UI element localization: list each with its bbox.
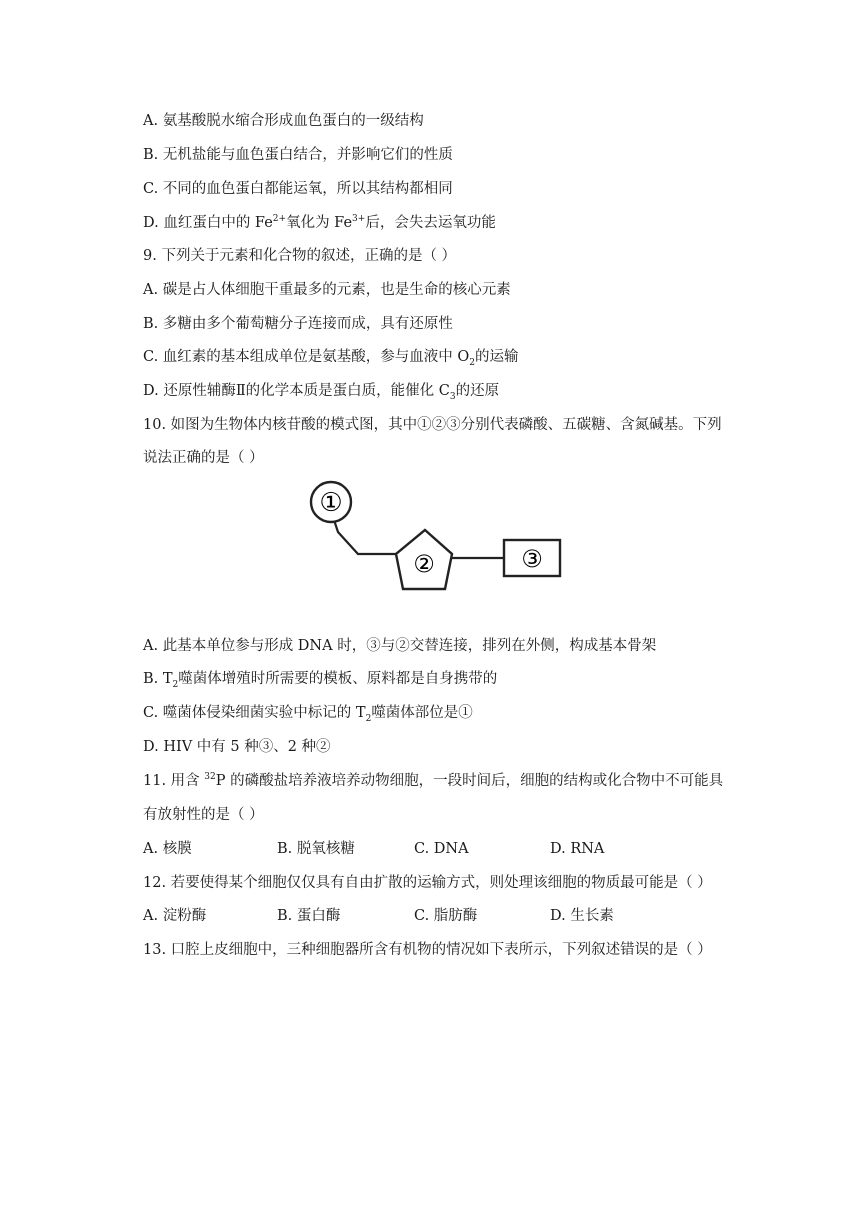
q12-option-d: D. 生长素 [550,908,614,924]
q10-option-c [143,703,473,723]
q11-option-a: A. 核膜 [143,841,192,857]
q8-option-d-text-mid: 氧化为 Fe [286,215,353,231]
q10-option-c-sub: 2 [365,713,372,724]
q8-option-d-text: D. 血红蛋白中的 Fe [143,215,273,231]
q13-stem: 13. 口腔上皮细胞中，三种细胞器所含有机物的情况如下表所示，下列叙述错误的是（ ） [143,942,712,958]
q9-option-c-text-post: 的运输 [475,349,519,365]
q11-stem-text: 11. 用含 [143,773,205,789]
q8-option-d [143,213,496,233]
q8-option-d-text-post: 后，会失去运氧功能 [365,215,496,231]
q12-stem: 12. 若要使得某个细胞仅仅具有自由扩散的运输方式，则处理该细胞的物质最可能是（ ） [143,875,712,891]
q9-option-c [143,347,519,367]
q9-option-c-sub: 2 [469,357,476,368]
q11-option-c: C. DNA [414,841,469,857]
q11-stem-line2: 有放射性的是（ ） [143,807,264,823]
q12-option-b: B. 蛋白酶 [277,908,341,924]
nucleotide-svg [300,474,570,604]
q12-option-a: A. 淀粉酶 [143,908,207,924]
q10-option-c-text-post: 噬菌体部位是① [371,705,473,721]
q9-option-a: A. 碳是占人体细胞干重最多的元素，也是生命的核心元素 [143,282,511,298]
q11-stem-text-post: P 的磷酸盐培养液培养动物细胞，一段时间后，细胞的结构或化合物中不可能具 [215,773,724,789]
q9-option-d-sub: 3 [449,391,456,402]
q8-option-a: A. 氨基酸脱水缩合形成血色蛋白的一级结构 [143,113,424,129]
q10-option-c-text: C. 噬菌体侵染细菌实验中标记的 T [143,705,366,721]
q12-option-c: C. 脂肪酶 [414,908,478,924]
q8-option-c: C. 不同的血色蛋白都能运氧，所以其结构都相同 [143,181,453,197]
q8-option-d-sup2: 3+ [352,214,366,225]
q11-stem-sup: 32 [204,772,216,783]
q10-stem-line1: 10. 如图为生物体内核苷酸的模式图，其中①②③分别代表磷酸、五碳糖、含氮碱基。下列 [143,417,722,433]
nucleotide-diagram [300,474,570,608]
phosphate-sugar-bond [334,520,398,554]
q9-option-d [143,381,499,401]
q8-option-b: B. 无机盐能与血色蛋白结合，并影响它们的性质 [143,147,453,163]
q9-stem: 9. 下列关于元素和化合物的叙述，正确的是（ ） [143,248,457,264]
q11-stem-line1 [143,771,723,791]
q9-option-d-text: D. 还原性辅酶Ⅱ的化学本质是蛋白质，能催化 C [143,383,450,399]
q9-option-d-text-post: 的还原 [455,383,500,399]
q9-option-c-text: C. 血红素的基本组成单位是氨基酸，参与血液中 O [143,349,470,365]
q10-option-b-text: B. T [143,671,173,687]
q10-stem-line2: 说法正确的是（ ） [143,450,264,466]
label-pentose: ② [413,550,435,578]
q10-option-b-sub: 2 [172,679,179,690]
q11-option-b: B. 脱氧核糖 [277,841,355,857]
q10-option-d: D. HIV 中有 5 种③、2 种② [143,739,331,755]
label-base: ③ [521,545,543,573]
q10-option-a: A. 此基本单位参与形成 DNA 时，③与②交替连接，排列在外侧，构成基本骨架 [143,638,657,654]
q8-option-d-sup1: 2+ [272,214,287,225]
label-phosphate: ① [319,488,343,518]
q11-option-d: D. RNA [550,841,605,857]
q9-option-b: B. 多糖由多个葡萄糖分子连接而成，具有还原性 [143,316,453,332]
q10-option-b-text-post: 噬菌体增殖时所需要的模板、原料都是自身携带的 [178,671,498,687]
q10-option-b [143,669,497,689]
